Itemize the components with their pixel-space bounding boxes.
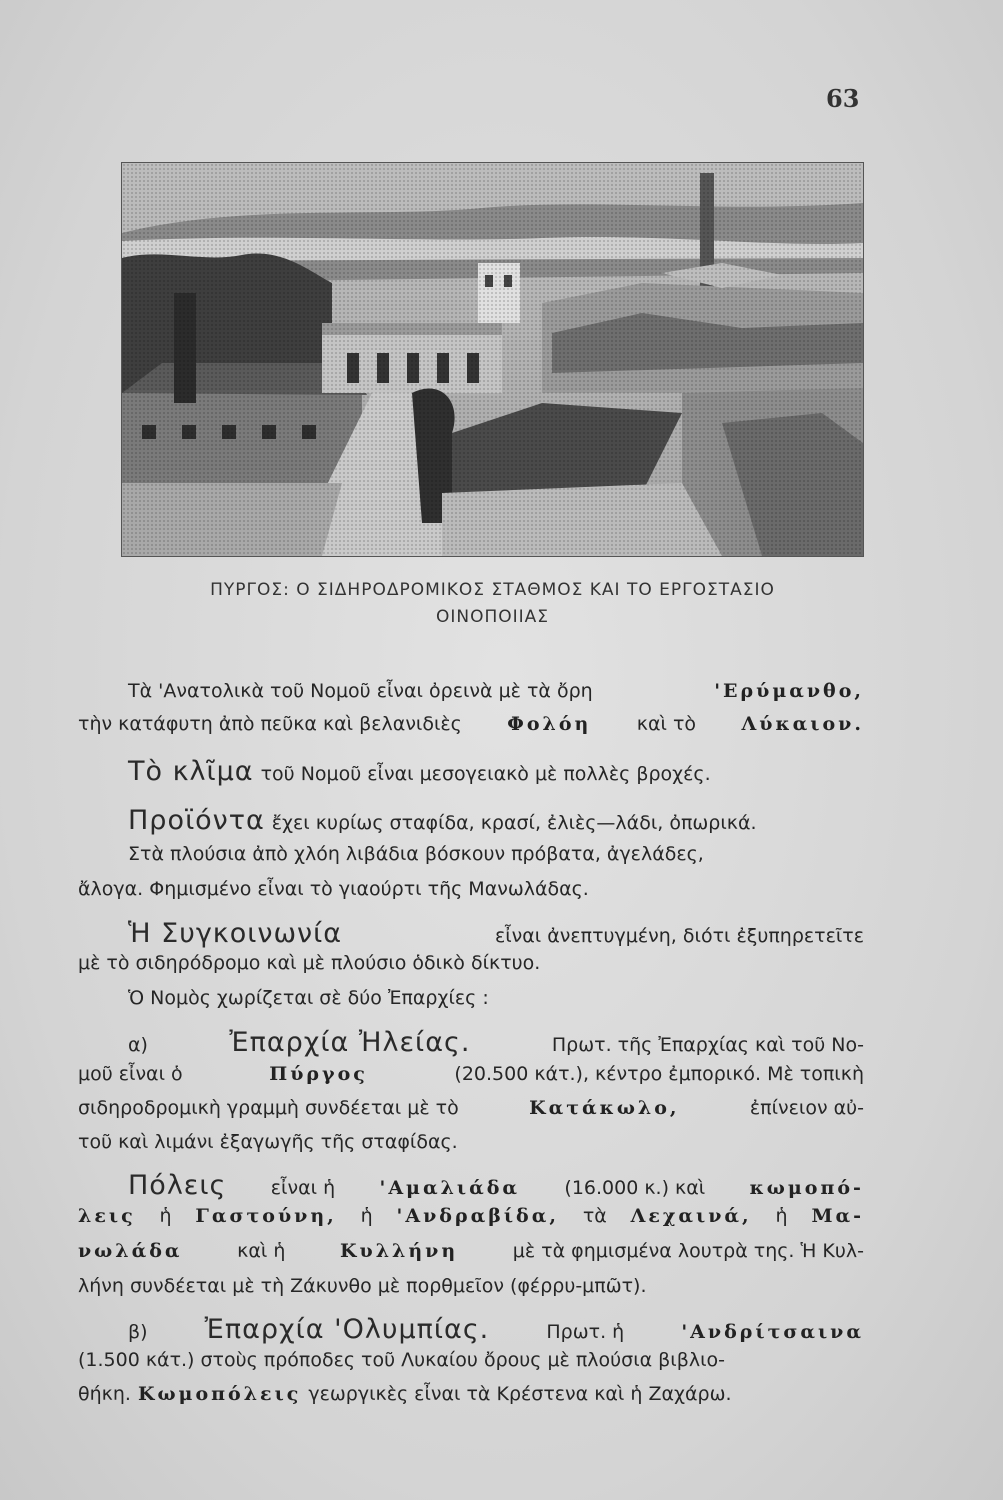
paragraph-line <box>78 1131 864 1157</box>
paragraph-line <box>78 756 864 787</box>
paragraph-line <box>78 1097 864 1123</box>
paragraph-line <box>78 878 864 904</box>
text-run: τοῦ Νομοῦ εἶναι μεσογειακὸ μὲ πολλὲς βροχές. <box>260 763 711 785</box>
text-run: (16.000 κ.) καὶ <box>564 1177 706 1199</box>
text-run: εἶναι ἀνεπτυγμένη, διότι ἐξυπηρετεῖτε <box>494 925 864 947</box>
heading-klima: Τὸ κλῖμα <box>128 756 254 787</box>
caption-line-2: ΟΙΝΟΠΟΙΙΑΣ <box>435 607 550 627</box>
paragraph-line <box>78 952 864 978</box>
place-name-kyllini: Κυλλήνη <box>340 1240 459 1262</box>
heading-eparchia-ileias: Ἐπαρχία Ἠλείας. <box>229 1027 471 1058</box>
text-run: ἔχει κυρίως σταφίδα, κρασί, ἐλιὲς—λάδι, ὀπωρικά. <box>271 812 757 834</box>
place-name-andritsaina: 'Ανδρίτσαινα <box>681 1321 864 1343</box>
text-run: τοῦ καὶ λιμάνι ἐξαγωγῆς τῆς σταφίδας. <box>78 1131 458 1153</box>
paragraph-line <box>78 843 864 869</box>
text-run: Ὁ Νομὸς χωρίζεται σὲ δύο Ἐπαρχίες : <box>128 987 489 1009</box>
text-run: λήνη συνδέεται μὲ τὴ Ζάκυνθο μὲ πορθμεῖον (φέρρυ-μπῶτ). <box>78 1275 647 1297</box>
paragraph-line <box>78 1383 864 1409</box>
text-run: εἶναι ἡ <box>270 1177 336 1199</box>
text-run: μοῦ εἶναι ὁ <box>78 1063 183 1085</box>
text-run: Πρωτ. ἡ <box>546 1321 625 1343</box>
paragraph-line <box>78 805 864 836</box>
paragraph-line <box>78 918 864 949</box>
place-name-gastouni: Γαστούνη, <box>195 1205 337 1227</box>
text-run: Τὰ 'Ανατολικὰ τοῦ Νομοῦ εἶναι ὀρεινὰ μὲ τὰ ὄρη <box>128 680 593 702</box>
heading-proionta: Προϊόντα <box>128 805 265 836</box>
paragraph-line <box>78 1240 864 1266</box>
text-run: μὲ τὸ σιδηρόδρομο καὶ μὲ πλούσιο ὁδικὸ δίκτυο. <box>78 952 541 974</box>
list-label-b: β) <box>128 1321 148 1343</box>
text-run: ἄλογα. Φημισμένο εἶναι τὸ γιαούρτι τῆς Μανωλάδας. <box>78 878 589 900</box>
halftone-photo-illustration <box>122 163 863 556</box>
term-komopoleis-end: λεις <box>78 1205 136 1227</box>
paragraph-line <box>78 987 864 1013</box>
text-run: ἡ <box>159 1205 172 1227</box>
heading-poleis: Πόλεις <box>128 1170 227 1201</box>
paragraph-line <box>78 713 864 739</box>
text-run: ἐπίνειον αὐ- <box>749 1097 864 1119</box>
place-name-lykaion: Λύκαιον. <box>741 713 864 735</box>
text-run: θήκη. <box>78 1383 131 1405</box>
term-komopoleis: κωμοπό- <box>749 1177 864 1199</box>
heading-synkoinonia: Ἡ Συγκοινωνία <box>128 918 343 949</box>
list-label-a: α) <box>128 1034 148 1056</box>
photo-caption <box>120 577 865 631</box>
paragraph-line <box>78 1349 864 1375</box>
photo-pyrgos-station <box>121 162 864 557</box>
paragraph-line <box>78 1063 864 1089</box>
place-name-foloi: Φολόη <box>507 713 592 735</box>
place-name-pyrgos: Πύργος <box>269 1063 368 1085</box>
text-run: μὲ τὰ φημισμένα λουτρὰ της. Ἡ Κυλ- <box>512 1240 864 1262</box>
text-run: καὶ τὸ <box>636 713 697 735</box>
text-run: Στὰ πλούσια ἀπὸ χλόη λιβάδια βόσκουν πρόβατα, ἀγελάδες, <box>128 843 704 865</box>
text-run: ἡ <box>775 1205 788 1227</box>
text-run: καὶ ἡ <box>237 1240 286 1262</box>
paragraph-line <box>78 1314 864 1345</box>
text-run: γεωργικὲς εἶναι τὰ Κρέστενα καὶ ἡ Ζαχάρω. <box>308 1383 732 1405</box>
paragraph-line <box>78 1205 864 1231</box>
place-name-andravida: 'Ανδραβίδα, <box>396 1205 559 1227</box>
text-run: τὴν κατάφυτη ἀπὸ πεῦκα καὶ βελανιδιὲς <box>78 713 462 735</box>
text-run: σιδηροδρομικὴ γραμμὴ συνδέεται μὲ τὸ <box>78 1097 459 1119</box>
text-run: τὰ <box>582 1205 607 1227</box>
place-name-erymanthos: 'Ερύμανθο, <box>714 680 864 702</box>
place-name-manolada: νωλάδα <box>78 1240 183 1262</box>
paragraph-line <box>78 1170 864 1201</box>
paragraph-line <box>78 1275 864 1301</box>
text-run: (20.500 κάτ.), κέντρο ἐμπορικό. Μὲ τοπικὴ <box>454 1063 864 1085</box>
text-run: (1.500 κάτ.) στοὺς πρόποδες τοῦ Λυκαίου ὄρους μὲ πλούσια βιβλιο- <box>78 1349 726 1371</box>
paragraph-line <box>78 1027 864 1058</box>
page-number: 63 <box>826 84 860 113</box>
text-run: Πρωτ. τῆς Ἐπαρχίας καὶ τοῦ Νο- <box>551 1034 864 1056</box>
caption-line-1: ΠΥΡΓΟΣ: Ο ΣΙΔΗΡΟΔΡΟΜΙΚΟΣ ΣΤΑΘΜΟΣ ΚΑΙ ΤΟ ΕΡΓΟΣΤΑΣΙΟ <box>210 580 775 600</box>
text-run: ἡ <box>360 1205 373 1227</box>
heading-eparchia-olympias: Ἐπαρχία 'Ολυμπίας. <box>204 1314 490 1345</box>
place-name-amaliada: 'Αμαλιάδα <box>379 1177 521 1199</box>
place-name-manolada-start: Μα- <box>811 1205 864 1227</box>
paragraph-line <box>78 680 864 706</box>
place-name-lechaina: Λεχαινά, <box>630 1205 752 1227</box>
term-komopoleis-word: Κωμοπόλεις <box>137 1383 302 1405</box>
place-name-katakolo: Κατάκωλο, <box>529 1097 680 1119</box>
